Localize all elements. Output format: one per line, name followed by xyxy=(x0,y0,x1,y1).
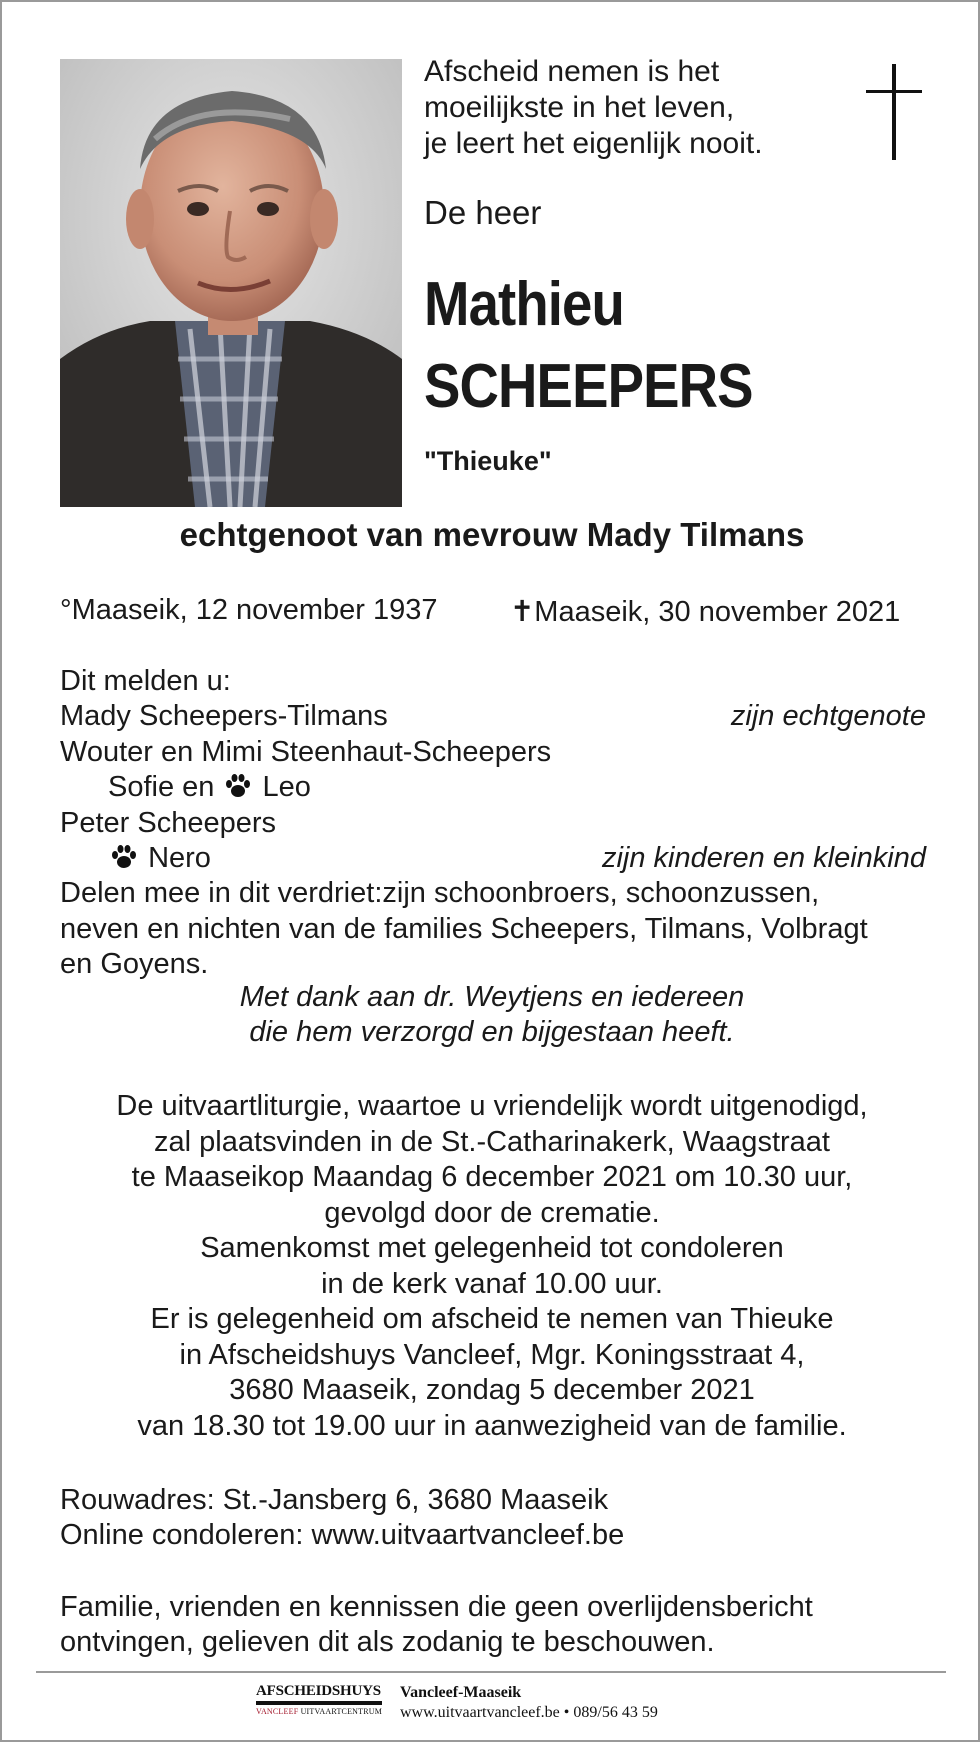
contact-block xyxy=(60,1483,624,1554)
logo-subtext xyxy=(256,1707,382,1716)
service-line: zal plaatsvinden in de St.-Catharinakerk, Waagstraat xyxy=(154,1125,830,1158)
service-line: De uitvaartliturgie, waartoe u vriendelijk wordt uitgenodigd, xyxy=(116,1090,868,1122)
quote-line-1: Afscheid nemen is het xyxy=(424,55,720,88)
funeral-home-contact[interactable]: www.uitvaartvancleef.be • 089/56 43 59 xyxy=(400,1704,658,1721)
share-line-2: neven en nichten van de families Scheepers, Tilmans, Volbragt xyxy=(60,912,868,945)
opening-quote xyxy=(424,54,763,162)
paw-icon xyxy=(110,844,138,870)
service-line: Er is gelegenheid om afscheid te nemen van Thieuke xyxy=(150,1303,834,1335)
thanks-line-2: die hem verzorgd en bijgestaan heeft. xyxy=(249,1016,735,1049)
share-line-1: Delen mee in dit verdriet:zijn schoonbroers, schoonzussen, xyxy=(60,877,820,910)
closing-notice xyxy=(60,1590,813,1661)
service-line: van 18.30 tot 19.00 uur in aanwezigheid van de familie. xyxy=(137,1409,847,1442)
service-line: 3680 Maaseik, zondag 5 december 2021 xyxy=(229,1374,755,1406)
logo-bar xyxy=(256,1701,382,1705)
funeral-home-logo xyxy=(256,1683,382,1716)
notice-line-1: Familie, vrienden en kennissen die geen overlijdensbericht xyxy=(60,1591,813,1623)
thanks-line-1: Met dank aan dr. Weytjens en iedereen xyxy=(239,981,745,1013)
logo-sub-2: UITVAARTCENTRUM xyxy=(300,1707,383,1716)
grandchild-1: Sofie en xyxy=(108,771,215,804)
list-item xyxy=(60,806,926,841)
children-role: zijn kinderen en kleinkind xyxy=(601,841,926,874)
list-item xyxy=(60,876,926,911)
quote-line-3: je leert het eigenlijk nooit. xyxy=(424,127,763,160)
family-announcement xyxy=(60,664,926,983)
last-name: SCHEEPERS xyxy=(424,352,753,421)
quote-line-2: moeilijkste in het leven, xyxy=(424,91,735,124)
service-line: in de kerk vanaf 10.00 uur. xyxy=(321,1267,663,1300)
list-item xyxy=(60,770,926,805)
spouse-name: Mady Scheepers-Tilmans xyxy=(60,700,388,733)
list-item xyxy=(60,699,926,734)
first-name: Mathieu xyxy=(424,270,624,339)
announcement-intro: Dit melden u: xyxy=(60,665,231,697)
share-line-3: en Goyens. xyxy=(60,948,209,981)
pet-leo: Leo xyxy=(262,771,311,804)
spouse-line: echtgenoot van mevrouw Mady Tilmans xyxy=(179,516,805,553)
honorific-title: De heer xyxy=(424,194,542,231)
service-line: te Maaseikop Maandag 6 december 2021 om 10.30 uur, xyxy=(131,1161,853,1193)
child-2: Peter Scheepers xyxy=(60,806,277,839)
spouse-role: zijn echtgenote xyxy=(730,700,926,733)
service-details xyxy=(2,1089,980,1444)
list-item xyxy=(60,912,926,947)
list-item xyxy=(60,664,926,699)
notice-line-2: ontvingen, gelieven dit als zodanig te beschouwen. xyxy=(60,1626,715,1659)
deceased-name xyxy=(424,264,753,428)
service-line: Samenkomst met gelegenheid tot condoleren xyxy=(200,1232,784,1264)
paw-icon xyxy=(224,773,252,799)
nickname: "Thieuke" xyxy=(424,446,552,476)
funeral-home-name: Vancleef-Maaseik xyxy=(400,1684,522,1701)
service-line: gevolgd door de crematie. xyxy=(324,1196,660,1229)
online-condolence-link[interactable]: Online condoleren: www.uitvaartvancleef.be xyxy=(60,1519,625,1552)
portrait-photo xyxy=(60,59,402,507)
cross-icon xyxy=(866,64,922,160)
list-item xyxy=(60,947,926,982)
death-info: ✝Maaseik, 30 november 2021 xyxy=(510,596,901,628)
birth-info: °Maaseik, 12 november 1937 xyxy=(60,594,438,626)
mourning-address: Rouwadres: St.-Jansberg 6, 3680 Maaseik xyxy=(60,1484,609,1516)
service-line: in Afscheidshuys Vancleef, Mgr. Koningsstraat 4, xyxy=(179,1338,805,1371)
pet-nero: Nero xyxy=(148,841,211,874)
thanks-note xyxy=(2,980,980,1051)
child-1: Wouter en Mimi Steenhaut-Scheepers xyxy=(60,735,552,768)
funeral-home-info xyxy=(400,1683,658,1723)
footer-divider xyxy=(36,1671,946,1673)
logo-main-text: AFSCHEIDSHUYS xyxy=(256,1683,381,1699)
list-item xyxy=(60,735,926,770)
logo-sub-1: VANCLEEF xyxy=(256,1707,299,1716)
list-item xyxy=(60,841,926,876)
